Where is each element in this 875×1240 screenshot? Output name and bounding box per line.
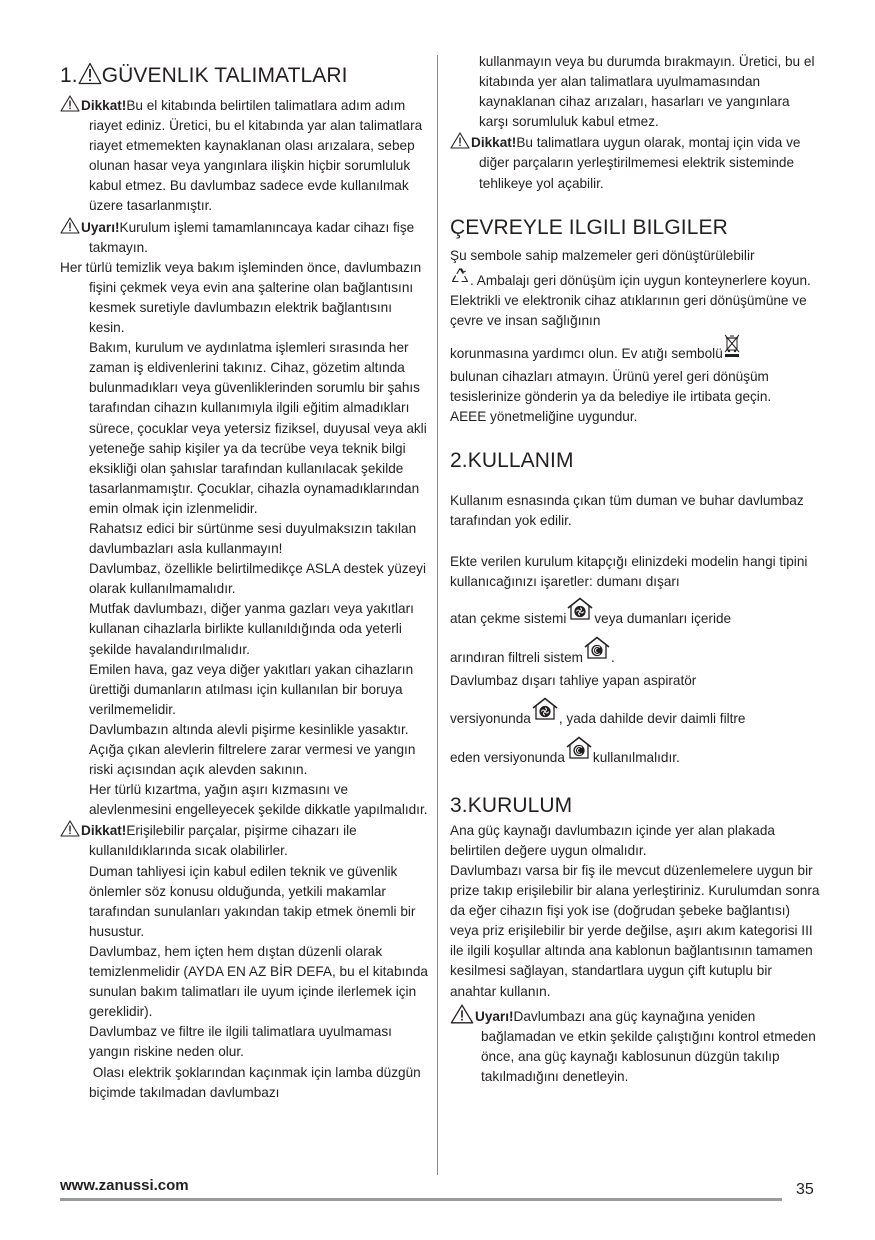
exhaust-paragraph: Emilen hava, gaz veya diğer yakıtları yakan cihazların ürettiği dumanların atılması için kullanılan bir boruya verilmemelidir. bbox=[89, 661, 414, 717]
usage-paragraph-2b bbox=[450, 597, 820, 632]
caution-paragraph-1 bbox=[60, 95, 430, 217]
warning-icon bbox=[60, 820, 80, 837]
electric-shock-paragraph: Olası elektrik şoklarından kaçınmak için lamba düzgün biçimde takılmadan davlumbazı bbox=[89, 1064, 425, 1100]
flame-cooking-paragraph: Davlumbazın altında alevli pişirme kesinlikle yasaktır. bbox=[89, 721, 409, 737]
usage-text: atan çekme sistemi bbox=[450, 610, 567, 626]
usage-text: veya dumanları içeride bbox=[594, 610, 732, 626]
noise-paragraph: Rahatsız edici bir sürtünme sesi duyulmaksızın takılan davlumbazları asla kullanmayın! bbox=[89, 520, 417, 557]
usage-text: eden versiyonunda bbox=[450, 749, 565, 765]
usage-paragraph-2a: Ekte verilen kurulum kitapçığı elinizdeki modelin hangi tipini kullanıcağınızı işaretler: dumanı dışarı bbox=[450, 553, 808, 589]
cleaning-frequency-paragraph: Davlumbaz, hem içten hem dıştan düzenli olarak temizlenmelidir (AYDA EN AZ BİR DEFA, bu el kitabında sunulan bakım talimatları ile uyum içinde ilerlemek için gereklidir). bbox=[89, 943, 428, 1020]
usage-paragraph-3a: Davlumbaz dışarı tahliye yapan aspiratör bbox=[450, 672, 697, 688]
safety-heading bbox=[60, 62, 430, 88]
weee-paragraph-c: bulunan cihazları atmayın. Ürünü yerel geri dönüşüm tesislerinize gönderin ya da belediye ile irtibata geçin. bbox=[450, 369, 772, 405]
usage-paragraph-3c bbox=[450, 736, 820, 771]
caution-label: Dikkat! bbox=[81, 98, 127, 113]
usage-text: kullanılmalıdır. bbox=[592, 749, 680, 765]
left-column bbox=[60, 52, 430, 1103]
page-number: 35 bbox=[796, 1181, 814, 1198]
caution-paragraph-3 bbox=[450, 132, 820, 193]
caution-label: Dikkat! bbox=[471, 135, 517, 151]
cleaning-paragraph: Her türlü temizlik veya bakım işleminden önce, davlumbazın fişini çekmek veya evin ana şalterine olan bağlantısını kesmek suretiyle davlumbazın elektrik bağlantısını kesin. bbox=[60, 259, 422, 336]
regulations-paragraph: Duman tahliyesi için kabul edilen teknik ve güvenlik önlemler söz konusu olduğunda, yetkili makamlar tarafından sunulanları yakından takip etmek önemli bir husustur. bbox=[89, 863, 416, 939]
installation-paragraph-2: Davlumbazı varsa bir fiş ile mevcut düzenlemelere uygun bir prize takıp erişilebilir bir alana yerleştiriniz. Kurulumdan sonra da eğer cihazın fişi yok ise (doğrudan şebeke bağlantısı) veya priz erişilebilir bir yerde değilse, aşırı akım kategorisi III ile ilgili koşullar altında ana kablonun bağlantısının tamamen kesilmesi sağlayan, standartlara uygun çift kutuplu bir anahtar kullanın. bbox=[450, 862, 820, 999]
recycle-paragraph-1: Şu sembole sahip malzemeler geri dönüştürülebilir bbox=[450, 247, 755, 263]
recycle-icon bbox=[450, 266, 470, 286]
safety-heading-text: GÜVENLIK TALIMATLARI bbox=[101, 64, 348, 87]
usage-text: , yada dahilde devir daimli filtre bbox=[558, 710, 746, 726]
installation-heading: 3.KURULUM bbox=[450, 793, 573, 817]
filter-mode-icon bbox=[565, 736, 593, 760]
installation-paragraph-1: Ana güç kaynağı davlumbazın içinde yer alan plakada belirtilen değere uygun olmalıdır. bbox=[450, 822, 775, 858]
caution-paragraph-2 bbox=[60, 820, 430, 861]
brand-website-link[interactable]: www.zanussi.com bbox=[60, 1177, 189, 1194]
warning-icon bbox=[60, 95, 80, 112]
warning-text: Davlumbazı ana güç kaynağına yeniden bağlamadan ve etkin şekilde çalıştığını kontrol etmeden önce, ana güç kaynağı kablosunun düzgün takılıp takılmadığını denetleyin. bbox=[481, 1008, 816, 1084]
warning-label: Uyarı! bbox=[475, 1008, 514, 1024]
extraction-mode-icon bbox=[531, 697, 559, 721]
frying-paragraph: Her türlü kızartma, yağın aşırı kızmasını ve alevlenmesini engelleyecek şekilde dikkatle yapılmalıdır. bbox=[89, 782, 428, 818]
usage-text: . bbox=[610, 649, 615, 665]
support-surface-paragraph: Davlumbaz, özellikle belirtilmedikçe ASLA destek yüzeyi olarak kullanılmamalıdır. bbox=[89, 561, 426, 597]
warning-paragraph-2 bbox=[450, 1004, 820, 1087]
fire-risk-paragraph: Davlumbaz ve filtre ile ilgili talimatlara uyulmaması yangın riskine neden olur. bbox=[89, 1024, 392, 1060]
usage-paragraph-1: Kullanım esnasında çıkan tüm duman ve buhar davlumbaz tarafından yok edilir. bbox=[450, 493, 804, 529]
extraction-mode-icon bbox=[566, 597, 594, 621]
ventilation-paragraph: Mutfak davlumbazı, diğer yanma gazları veya yakıtları kullanan cihazlarla birlikte kullanıldığında oda yeterli şekilde havalandırılmalıdır. bbox=[89, 601, 414, 657]
usage-paragraph-2c bbox=[450, 636, 820, 671]
safety-heading-number: 1. bbox=[60, 64, 78, 87]
filter-mode-icon bbox=[583, 636, 611, 660]
warning-icon bbox=[450, 132, 470, 149]
spacer bbox=[450, 532, 820, 552]
open-flame-paragraph: Açığa çıkan alevlerin filtrelere zarar vermesi ve yangın riski açısından açık alevden sakının. bbox=[89, 742, 416, 778]
caution-text: Bu el kitabında belirtilen talimatlara adım adım riayet ediniz. Üretici, bu el kitabında yar alan talimatlara riayet etmemekten kaynaklanan olası arızalara, sebep olunan hasar veya yangınlara ilişkin hiçbir sorumluluk kabul etmez. Bu davlumbaz sadece evde kullanılmak üzere tasarlanmıştır. bbox=[89, 98, 423, 214]
footer-rule bbox=[60, 1198, 782, 1201]
aeee-compliance: AEEE yönetmeliğine uygundur. bbox=[450, 409, 638, 425]
usage-text: versiyonunda bbox=[450, 710, 531, 726]
warning-icon bbox=[60, 217, 80, 234]
continued-paragraph: kullanmayın veya bu durumda bırakmayın. Üretici, bu el kitabında yer alan talimatlara uyulmamasından kaynaklanan cihaz arızaları, hasarları ve yangınlara karşı sorumluluk kabul etmez. bbox=[479, 54, 815, 130]
right-column bbox=[450, 52, 820, 1087]
warning-label: Uyarı! bbox=[81, 219, 120, 235]
warning-icon bbox=[78, 62, 102, 85]
recycle-text: . Ambalajı geri dönüşüm için uygun konteynerlere koyun. bbox=[470, 272, 811, 288]
column-divider bbox=[437, 55, 438, 1175]
warning-text: Kurulum işlemi tamamlanıncaya kadar cihazı fişe takmayın. bbox=[89, 219, 415, 255]
usage-heading: 2.KULLANIM bbox=[450, 449, 574, 473]
warning-icon bbox=[450, 1004, 474, 1024]
caution-text: Bu talimatlara uygun olarak, montaj için vida ve diğer parçaların yerleştirilmemesi elektrik sisteminde tehlikeye yol açabilir. bbox=[479, 135, 801, 191]
usage-text: arındıran filtreli sistem bbox=[450, 649, 583, 665]
crossed-bin-icon bbox=[723, 334, 741, 358]
weee-text: korunmasına yardımcı olun. Ev atığı sembolü bbox=[450, 346, 723, 362]
caution-label: Dikkat! bbox=[81, 823, 127, 839]
usage-paragraph-3b bbox=[450, 697, 820, 732]
caution-text: Erişilebilir parçalar, pişirme cihazarı ile kullanıldıklarında sıcak olabilirler. bbox=[89, 823, 357, 859]
recycle-paragraph-2 bbox=[450, 266, 820, 291]
weee-paragraph-a: Elektrikli ve elektronik cihaz atıklarının geri dönüşümüne ve çevre ve insan sağlığının bbox=[450, 292, 807, 328]
weee-paragraph-b bbox=[450, 334, 820, 367]
environment-heading: ÇEVREYLE ILGILI BILGILER bbox=[450, 215, 728, 239]
warning-paragraph-1 bbox=[60, 217, 430, 258]
maintenance-paragraph: Bakım, kurulum ve aydınlatma işlemleri sırasında her zaman iş eldivenlerini takınız. Cihaz, gözetim altında bulunmadıkları veya güvenliklerinden sorumlu bir şahıs tarafından cihazın kullanımıyla ilgili eğitim almadıkları sürece, çocuklar veya yetersiz fiziksel, duyusal veya akli yeteneğe sahip kişiler ya da tecrübe veya teknik bilgi eksikliği olan şahıslar tarafından kullanılacak şekilde tasarlanmamıştır. Çocuklar, cihazla oynamadıklarından emin olmak için izlenmelidir. bbox=[89, 340, 427, 516]
